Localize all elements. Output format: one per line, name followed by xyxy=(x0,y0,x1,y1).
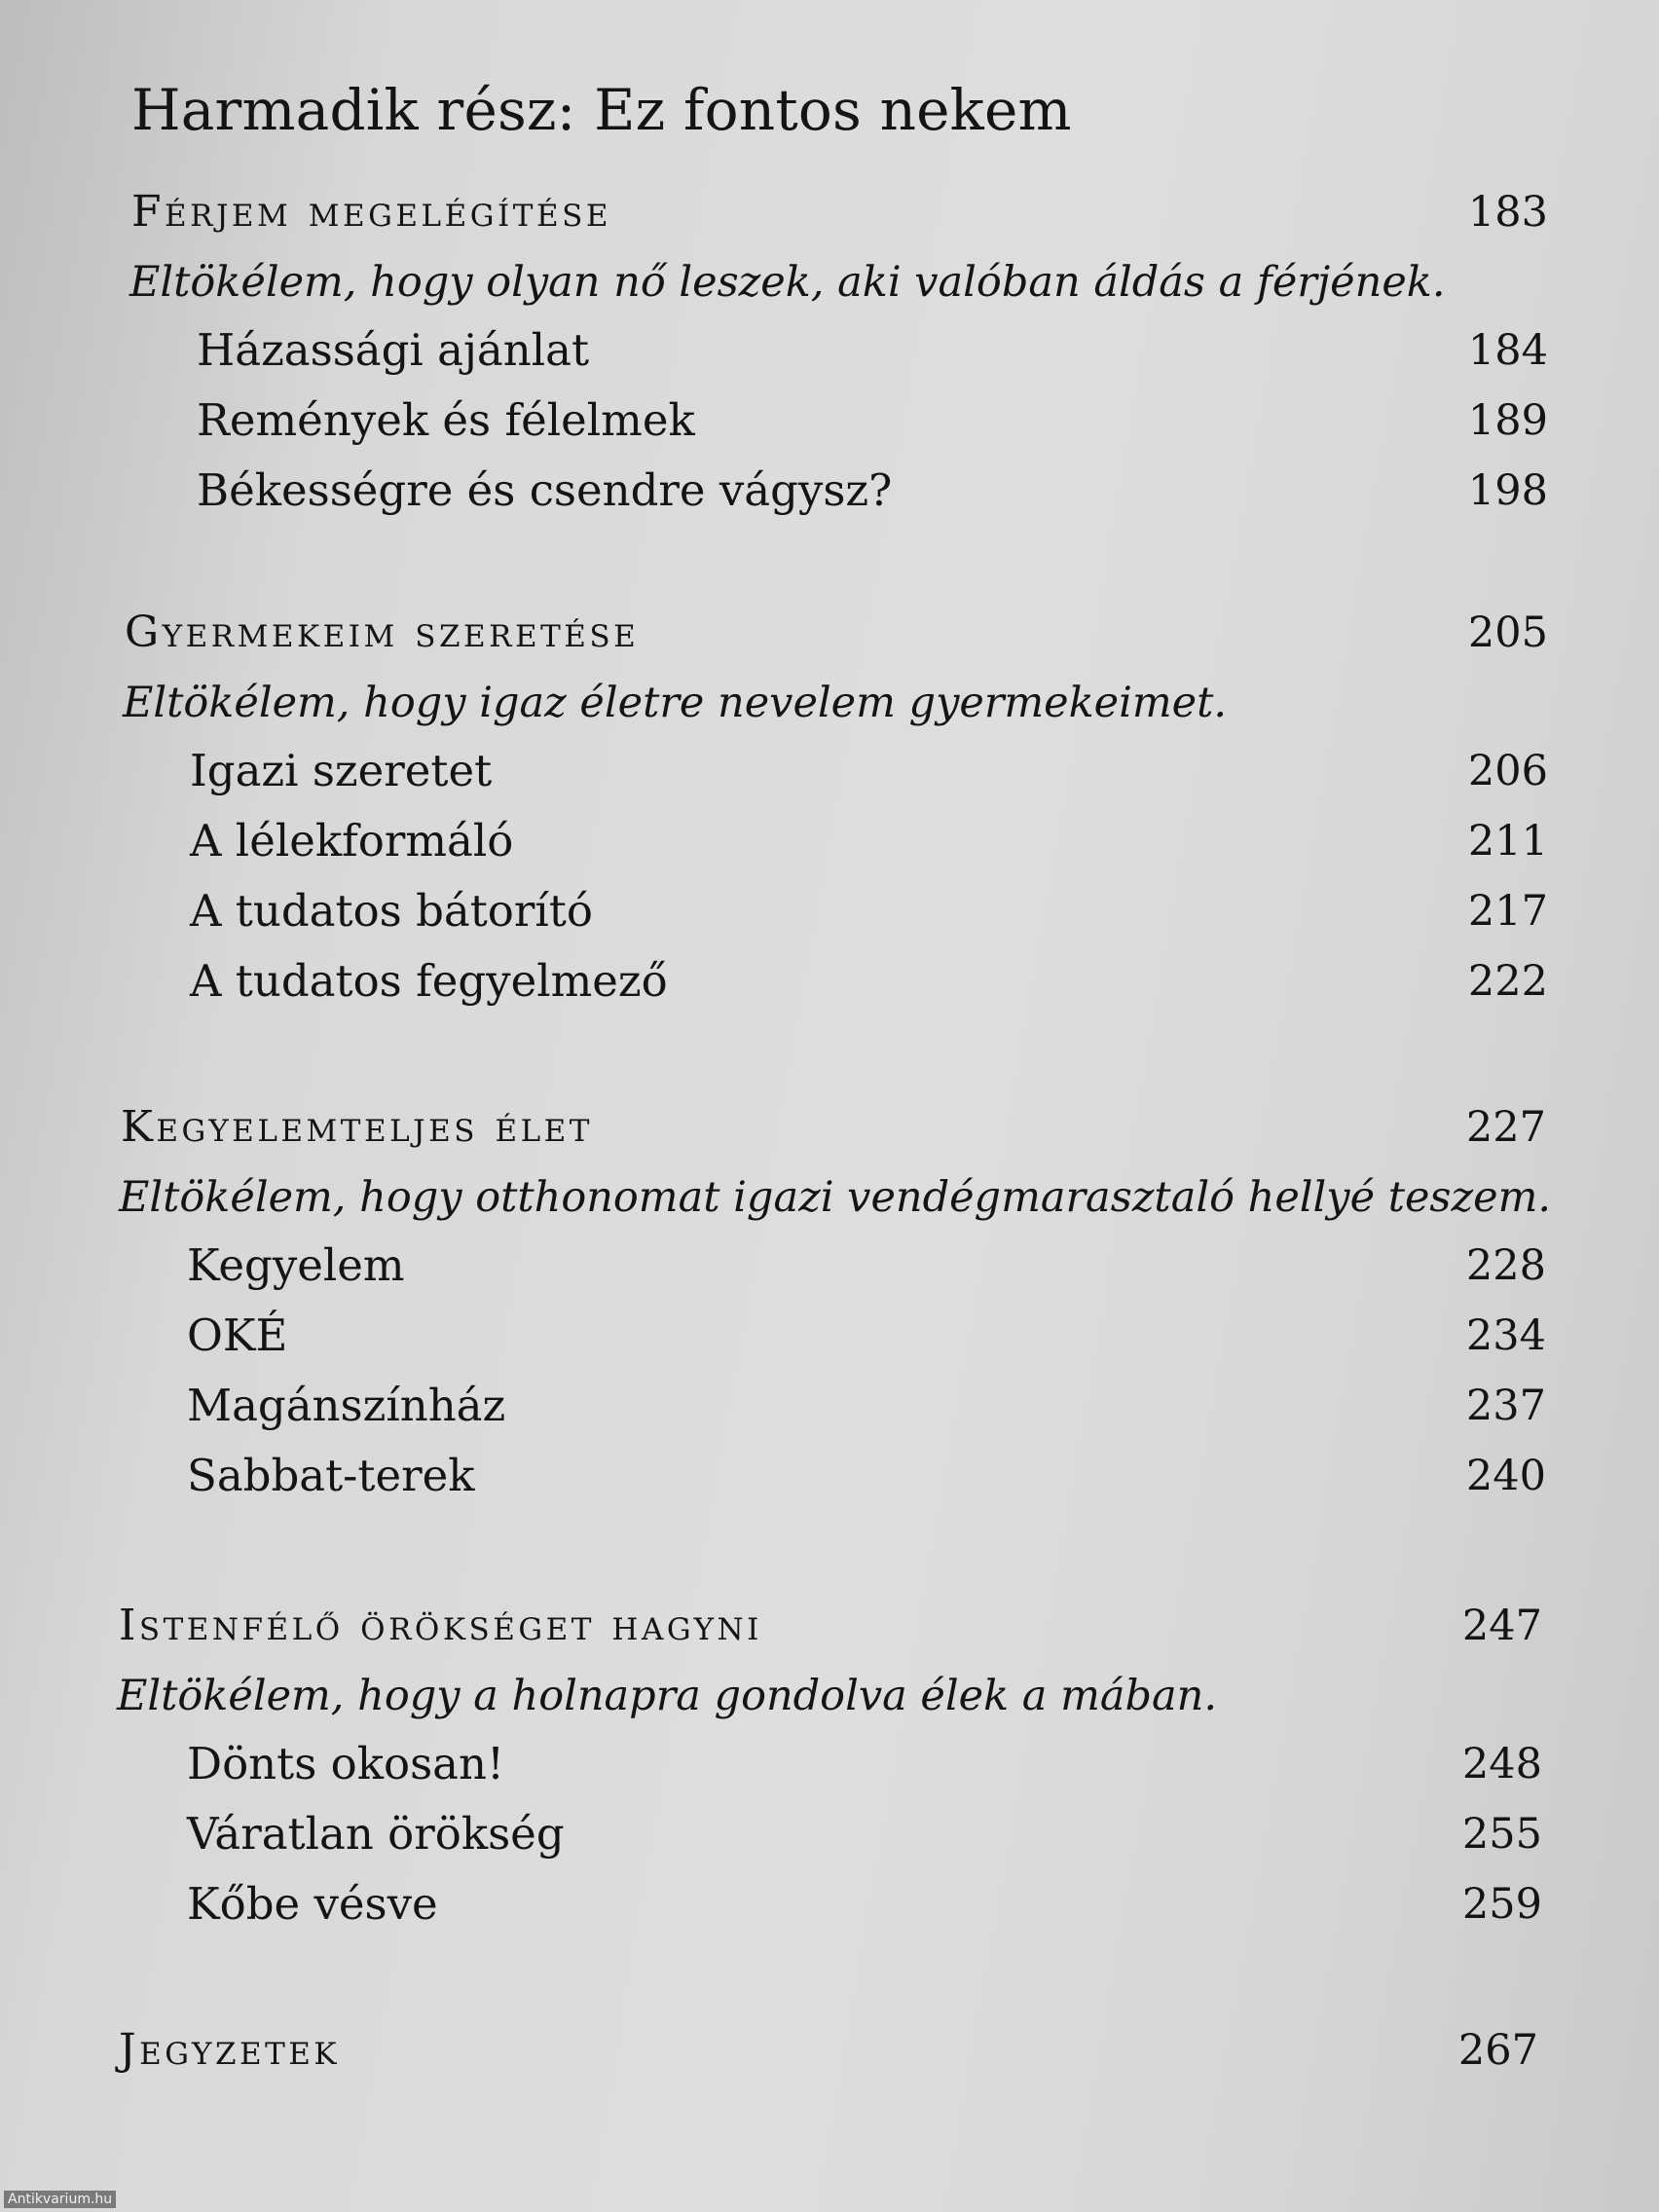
section-row-3 xyxy=(0,1098,1659,1157)
section-subtitle: Eltökélem, hogy olyan nő leszek, aki valóban áldás a férjének. xyxy=(129,258,1446,307)
toc-entry-label: Kőbe vésve xyxy=(187,1878,438,1930)
toc-entry-label: Váratlan örökség xyxy=(187,1808,565,1860)
toc-entry xyxy=(0,1805,1659,1863)
section-page-number: 183 xyxy=(1467,188,1548,237)
toc-entry-page: 234 xyxy=(1465,1311,1546,1360)
toc-entry xyxy=(0,1735,1659,1793)
section-title: Istenfélő örökséget hagyni xyxy=(119,1601,762,1650)
toc-entry-page: 206 xyxy=(1467,747,1548,795)
toc-entry-page: 222 xyxy=(1467,957,1548,1006)
toc-entry-page: 240 xyxy=(1465,1452,1546,1500)
part-title: Harmadik rész: Ez fontos nekem xyxy=(131,77,1072,143)
section-title: Jegyzetek xyxy=(119,2025,341,2075)
toc-entry-label: Kegyelem xyxy=(187,1239,405,1291)
section-title: Gyermekeim szeretése xyxy=(125,608,640,657)
toc-entry-label: Békességre és csendre vágysz? xyxy=(197,464,893,516)
toc-entry xyxy=(0,461,1659,520)
toc-entry xyxy=(0,1307,1659,1365)
toc-entry-page: 228 xyxy=(1465,1241,1546,1290)
toc-entry-page: 248 xyxy=(1461,1740,1542,1788)
toc-entry-page: 189 xyxy=(1467,396,1548,445)
toc-entry-label: Magánszínház xyxy=(187,1380,506,1431)
section-subtitle: Eltökélem, hogy otthonomat igazi vendégmarasztaló hellyé teszem. xyxy=(119,1173,1552,1222)
section-subtitle: Eltökélem, hogy igaz életre nevelem gyermekeimet. xyxy=(123,679,1228,727)
section-row-4 xyxy=(0,1597,1659,1655)
toc-entry-label: A tudatos bátorító xyxy=(190,885,593,937)
section-title: Kegyelemteljes élet xyxy=(121,1102,593,1152)
toc-entry-label: Dönts okosan! xyxy=(187,1738,505,1789)
toc-entry xyxy=(0,742,1659,800)
toc-entry xyxy=(0,882,1659,940)
toc-entry-page: 211 xyxy=(1467,817,1548,866)
section-subtitle-row-3 xyxy=(0,1168,1659,1227)
toc-entry-page: 259 xyxy=(1461,1880,1542,1929)
section-row-1 xyxy=(0,183,1659,241)
section-row-2 xyxy=(0,604,1659,662)
section-subtitle-row-2 xyxy=(0,674,1659,732)
toc-entry-label: A lélekformáló xyxy=(190,815,514,866)
section-subtitle-row-4 xyxy=(0,1667,1659,1725)
section-page-number: 205 xyxy=(1467,608,1548,657)
toc-entry xyxy=(0,1236,1659,1295)
section-subtitle-row-1 xyxy=(0,253,1659,312)
section-title: Férjem megelégítése xyxy=(131,187,611,237)
toc-entry xyxy=(0,1377,1659,1435)
toc-entry xyxy=(0,952,1659,1011)
section-subtitle: Eltökélem, hogy a holnapra gondolva élek a mában. xyxy=(117,1672,1218,1720)
toc-entry xyxy=(0,391,1659,450)
section-row-5 xyxy=(0,2021,1659,2080)
toc-entry-label: Igazi szeretet xyxy=(190,745,493,796)
toc-entry-label: Remények és félelmek xyxy=(197,394,695,446)
toc-entry-page: 255 xyxy=(1461,1810,1542,1859)
toc-entry-page: 184 xyxy=(1467,326,1548,375)
toc-entry-page: 217 xyxy=(1467,887,1548,936)
toc-entry-label: A tudatos fegyelmező xyxy=(190,955,668,1007)
toc-entry-page: 237 xyxy=(1465,1382,1546,1430)
toc-entry-label: Házassági ajánlat xyxy=(197,324,590,376)
section-page-number: 227 xyxy=(1465,1103,1546,1152)
section-page-number: 267 xyxy=(1457,2026,1538,2075)
watermark-logo: Antikvarium.hu xyxy=(4,2191,116,2208)
toc-entry xyxy=(0,1447,1659,1505)
toc-entry xyxy=(0,812,1659,870)
section-page-number: 247 xyxy=(1461,1602,1542,1650)
toc-entry-label: Sabbat-terek xyxy=(187,1450,475,1501)
toc-entry-label: OKÉ xyxy=(187,1309,288,1361)
toc-entry-page: 198 xyxy=(1467,466,1548,515)
toc-entry xyxy=(0,321,1659,380)
toc-entry xyxy=(0,1875,1659,1934)
